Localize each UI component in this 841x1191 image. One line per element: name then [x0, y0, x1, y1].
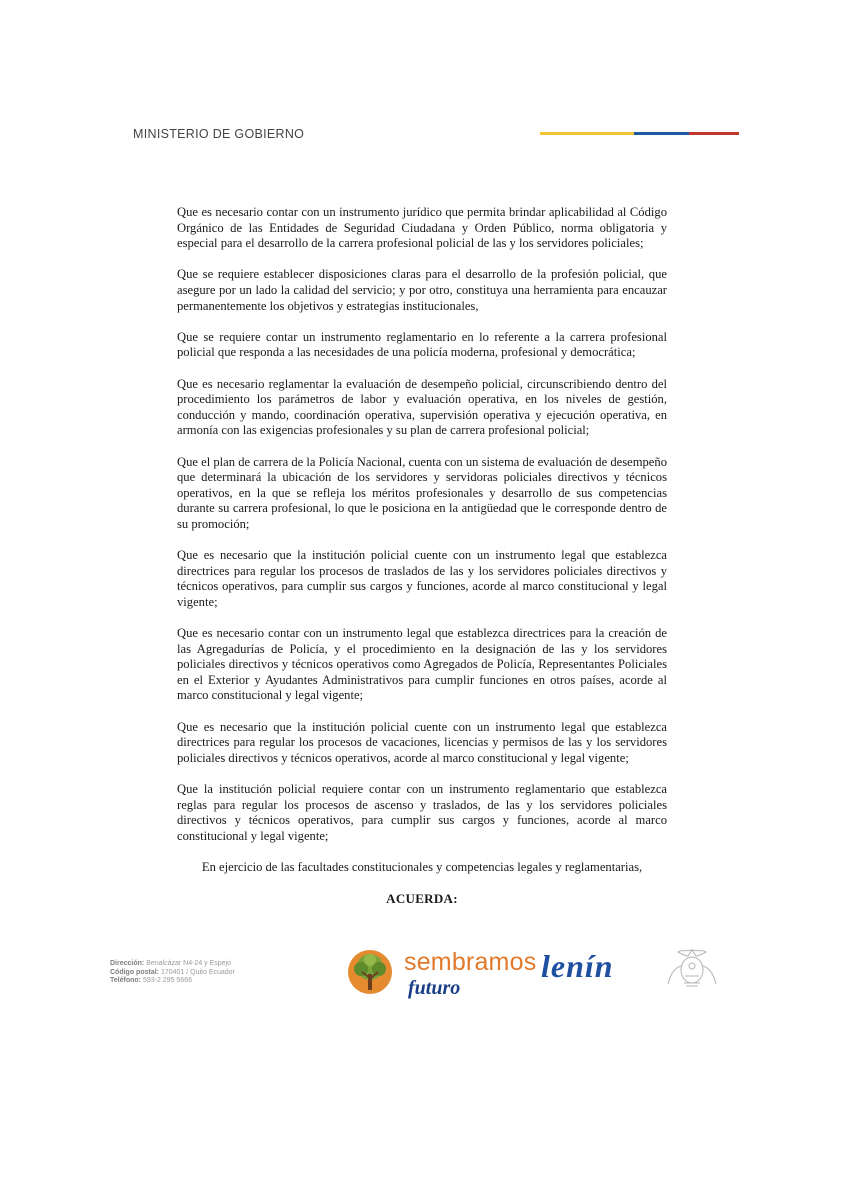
- closing-statement: En ejercicio de las facultades constitucionales y competencias legales y reglamentarias,: [201, 859, 643, 874]
- address-label: Dirección:: [110, 960, 145, 967]
- futuro-word: futuro: [408, 977, 461, 999]
- paragraph-3: Que se requiere contar un instrumento reglamentario en lo referente a la carrera profesional policial que responda a las necesidades de una policía moderna, profesional y democrática;: [177, 329, 667, 360]
- phone-label: Teléfono:: [110, 977, 141, 984]
- paragraph-8: Que es necesario que la institución policial cuente con un instrumento legal que establezca directrices para regular los procesos de vacaciones, licencias y permisos de las y los servidores policiales directivos y técnicos operativos, acorde al marco constitucional y legal vigente;: [177, 719, 667, 765]
- sembramos-logo: [338, 948, 537, 999]
- sembramos-word: sembramos: [404, 948, 537, 976]
- flag-bar-blue: [634, 132, 689, 135]
- acuerda-heading: ACUERDA:: [386, 891, 458, 907]
- paragraph-7: Que es necesario contar con un instrumento legal que establezca directrices para la creación de las Agregadurías de Policía, y el procedimiento en la designación de las y los servidores policiales directivos y técnicos operativos como Agregados de Policía, Representantes Policiales en el Exterior y Ayudantes Administrativos para cumplir funciones en otros países, acorde al marco constitucional y legal vigente;: [177, 626, 667, 703]
- paragraph-5: Que el plan de carrera de la Policía Nacional, cuenta con un sistema de evaluación de desempeño que determinará la ubicación de los servidores y servidoras policiales directivos y técnicos operativos, en la que se refleja los méritos profesionales y desarrollo de sus competencias durante su carrera profesional, lo que le posiciona en la antigüedad que le corresponde dentro de su promoción;: [177, 454, 667, 531]
- paragraph-9: Que la institución policial requiere contar con un instrumento reglamentario que establezca reglas para regular los procesos de ascenso y traslados, de las y los servidores policiales directivos y técnicos operativos, para cumplir sus cargos y funciones, acorde al marco constitucional y legal vigente;: [177, 781, 667, 843]
- lenin-signature: lenín: [541, 948, 614, 984]
- phone-value: 593-2 295 5666: [142, 977, 192, 984]
- document-body: [177, 205, 667, 907]
- tree-icon: [338, 948, 402, 990]
- paragraph-6: Que es necesario que la institución policial cuente con un instrumento legal que establezca directrices para regular los procesos de traslados de las y los servidores policiales directivos y técnicos operativos, para cumplir sus cargos y funciones, acorde al marco constitucional y legal vigente;: [177, 548, 667, 609]
- flag-bar-red: [689, 132, 739, 135]
- paragraph-4: Que es necesario reglamentar la evaluación de desempeño policial, circunscribiendo dentro del procedimiento los parámetros de labor y evaluación operativa, en los niveles de gestión, conducción y mando, coordinación operativa, supervisión operativa y ejecución operativa, en armonía con las exigencias profesionales y su plan de carrera profesional policial;: [177, 376, 667, 438]
- footer-address: [110, 960, 235, 986]
- postal-value: 170401 / Quito Ecuador: [160, 968, 235, 976]
- ecuador-coat-of-arms-icon: [664, 946, 720, 990]
- paragraph-1: Que es necesario contar con un instrumento jurídico que permita brindar aplicabilidad al Código Orgánico de las Entidades de Seguridad Ciudadana y Orden Público, norma obligatoria y especial para el desarrollo de la carrera profesional policial de las y los servidores policiales;: [177, 205, 667, 251]
- ministry-header: MINISTERIO DE GOBIERNO: [133, 127, 305, 141]
- paragraph-2: Que se requiere establecer disposiciones claras para el desarrollo de la profesión policial, que asegure por un lado la calidad del servicio; y por otro, constituya una herramienta para encauzar permanentemente los objetivos y estrategias institucionales,: [177, 267, 667, 313]
- address-value: Benalcázar N4-24 y Espejo: [146, 960, 232, 967]
- flag-bar-yellow: [540, 132, 634, 135]
- postal-label: Código postal:: [110, 968, 159, 976]
